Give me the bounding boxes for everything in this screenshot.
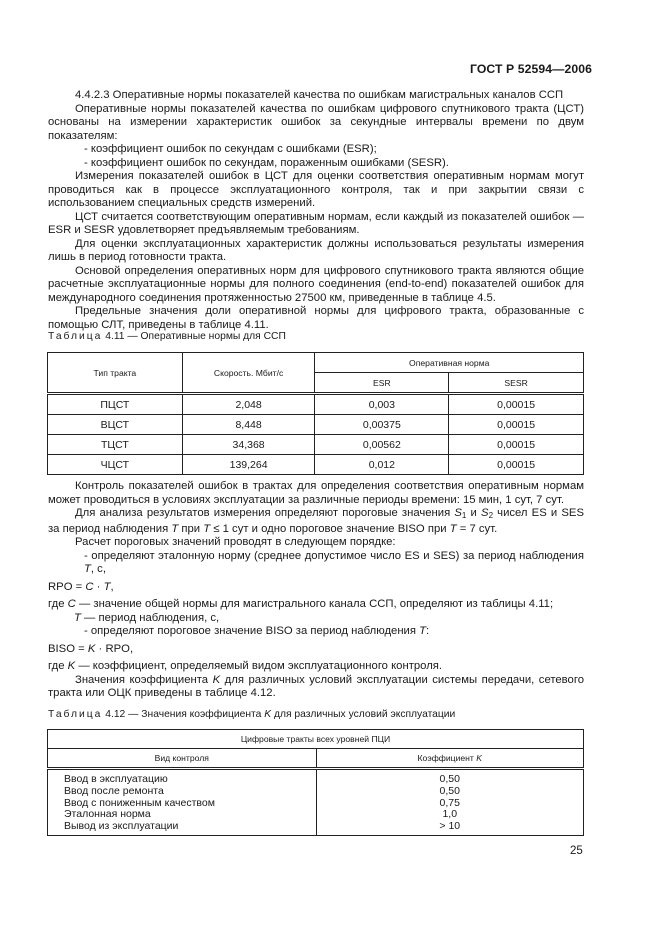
text-run: — период наблюдения, с, [80, 611, 220, 624]
section-text-block [48, 89, 584, 332]
text-run: = 7 сут. [456, 522, 498, 535]
caption-label: Таблица [48, 331, 103, 342]
bullet-item [48, 625, 584, 639]
var-t: T [84, 563, 91, 575]
text-run: BISO = [48, 642, 88, 655]
text-run: и [466, 507, 482, 519]
bullet-item: - коэффициент ошибок по секундам, пораженным ошибками (SESR). [84, 156, 449, 169]
var-k: K [87, 642, 96, 655]
header-coefficient [316, 749, 583, 769]
paragraph: Измерения показателей ошибок в ЦСТ для оценки соответствия оперативным нормам могут проводиться как в процессе эксплуатационного контроля, так и при закрытии связи с использованием специальных средств измерений. [48, 170, 584, 209]
caption-text: 4.12 — Значения коэффициента [102, 709, 265, 720]
subscript: 2 [488, 511, 494, 520]
table-4-12-caption [48, 708, 584, 722]
control-column [48, 769, 317, 836]
table-row [48, 455, 584, 475]
bullet-item [48, 550, 584, 577]
document-id-header: ГОСТ Р 52594—2006 [470, 62, 592, 76]
bullet-item: - коэффициент ошибок по секундам с ошибками (ESR); [84, 143, 377, 155]
text-run: : [426, 625, 430, 637]
table-row [48, 415, 584, 435]
cell-sesr: 0,00015 [449, 415, 584, 435]
var-s: S [481, 507, 489, 519]
formula-biso [48, 643, 584, 657]
cell-k: 0,50 [439, 784, 460, 797]
cell-control: Вывод из эксплуатации [64, 820, 179, 833]
page-number: 25 [570, 845, 583, 857]
cell-type: ПЦСТ [48, 394, 183, 415]
cell-control: Ввод после ремонта [64, 784, 164, 797]
text-run: · [93, 580, 104, 593]
formula-rpo [48, 581, 584, 595]
table-body [48, 769, 584, 836]
thresholds-text-block [48, 480, 584, 701]
cell-speed: 8,448 [182, 415, 315, 435]
var-t: T [171, 522, 179, 535]
table-row [48, 394, 584, 415]
where-t [48, 612, 584, 626]
section-title: 4.4.2.3 Оперативные нормы показателей качества по ошибкам магистральных каналов ССП [75, 89, 564, 101]
paragraph [48, 674, 584, 701]
cell-esr: 0,00375 [315, 415, 449, 435]
var-k: K [212, 673, 221, 686]
text-run: где [48, 598, 68, 610]
text-run: где [48, 660, 68, 672]
table-4-11-caption [48, 330, 584, 344]
text-run: Коэффициент [417, 753, 477, 763]
cell-esr: 0,012 [315, 455, 449, 475]
where-k [48, 660, 584, 674]
paragraph [48, 507, 584, 536]
text-run: RPO = [48, 580, 86, 593]
cell-sesr: 0,00015 [449, 455, 584, 475]
paragraph: Контроль показателей ошибок в трактах для определения соответствия оперативным нормам может проводиться в условиях эксплуатации за различные периоды времени: 15 мин, 1 сут, 7 сут. [48, 480, 584, 506]
var-t: T [74, 611, 81, 624]
cell-control: Эталонная норма [64, 808, 151, 821]
var-t: T [103, 580, 111, 593]
cell-sesr: 0,00015 [449, 435, 584, 455]
paragraph: Предельные значения доли оперативной нормы для цифрового тракта, образованные с помощью СЛТ, приведены в таблице 4.11. [48, 305, 584, 331]
var-t: T [203, 522, 211, 535]
var-t: T [419, 625, 427, 637]
cell-k: 0,50 [439, 773, 460, 785]
header-sesr: SESR [449, 373, 584, 394]
header-control: Вид контроля [48, 749, 317, 769]
var-t: T [449, 522, 457, 535]
table-4-12 [47, 729, 584, 836]
var-c: C [85, 580, 94, 593]
subscript: 1 [461, 511, 467, 520]
cell-type: ЧЦСТ [48, 455, 183, 475]
text-run: , с, [90, 563, 106, 575]
cell-k: 1,0 [442, 808, 458, 821]
text-run: - определяют эталонную норму (среднее допустимое число ES и SES) за период наблюдения [84, 549, 584, 562]
cell-type: ВЦСТ [48, 415, 183, 435]
var-k: K [67, 660, 76, 672]
cell-control: Ввод с пониженным качеством [64, 796, 215, 809]
text-run: · RPO, [95, 642, 134, 655]
cell-sesr: 0,00015 [449, 394, 584, 415]
cell-esr: 0,00562 [315, 435, 449, 455]
where-c [48, 598, 584, 612]
var-k: K [264, 709, 272, 720]
text-run: — коэффициент, определяемый видом эксплуатационного контроля. [75, 660, 443, 672]
caption-text: для различных условий эксплуатации [271, 709, 456, 720]
var-s: S [454, 507, 462, 519]
paragraph: Расчет пороговых значений проводят в следующем порядке: [75, 536, 396, 548]
caption-label: Таблица [48, 709, 103, 720]
cell-k: > 10 [439, 820, 461, 833]
cell-type: ТЦСТ [48, 435, 183, 455]
caption-text: 4.11 — Оперативные нормы для ССП [102, 331, 286, 342]
cell-speed: 139,264 [182, 455, 315, 475]
header-norm: Оперативная норма [315, 353, 584, 373]
paragraph: Оперативные нормы показателей качества по ошибкам цифрового спутникового тракта (ЦСТ) основаны на измерении характеристик ошибок за секундные интервалы времени по двум показателям: [48, 102, 584, 142]
text-run: чисел ES и SES за период наблюдения [48, 507, 584, 535]
text-run: Для анализа результатов измерения определяют пороговые значения [75, 507, 455, 519]
paragraph: ЦСТ считается соответствующим оперативным нормам, если каждый из показателей ошибок — ESR и SESR удовлетворяет предъявляемым требованиям. [48, 210, 584, 236]
header-speed: Скорость. Мбит/с [182, 353, 315, 394]
text-run: — значение общей нормы для магистрального канала ССП, определяют из таблицы 4.11; [75, 598, 554, 610]
paragraph: Основой определения оперативных норм для цифрового спутникового тракта являются общие расчетные эксплуатационные нормы для полного соединения (end-to-end) показателей ошибок для международного соединения протяженностью 27500 км, приведенные в таблице 4.5. [48, 264, 584, 304]
var-k: K [476, 753, 482, 763]
header-type: Тип тракта [48, 353, 183, 394]
text-run: при [178, 522, 204, 535]
header-span: Цифровые тракты всех уровней ПЦИ [48, 730, 584, 749]
cell-k: 0,75 [439, 796, 460, 809]
cell-esr: 0,003 [315, 394, 449, 415]
text-run: ≤ 1 сут и одно пороговое значение BISO при [210, 522, 450, 535]
header-esr: ESR [315, 373, 449, 394]
cell-control: Ввод в эксплуатацию [64, 773, 168, 785]
text-run: для различных условий эксплуатации системы передачи, сетевого тракта или ОЦК приведены в таблице 4.12. [48, 673, 584, 699]
text-run: Значения коэффициента [75, 673, 213, 686]
text-run: , [110, 580, 114, 593]
text-run: - определяют пороговое значение BISO за период наблюдения [84, 625, 420, 637]
var-c: C [67, 598, 76, 610]
coefficient-column [316, 769, 583, 836]
cell-speed: 34,368 [182, 435, 315, 455]
table-row [48, 435, 584, 455]
paragraph: Для оценки эксплуатационных характеристик должны использоваться результаты измерения лишь в период готовности тракта. [48, 237, 584, 263]
cell-speed: 2,048 [182, 394, 315, 415]
table-4-11 [47, 352, 584, 475]
